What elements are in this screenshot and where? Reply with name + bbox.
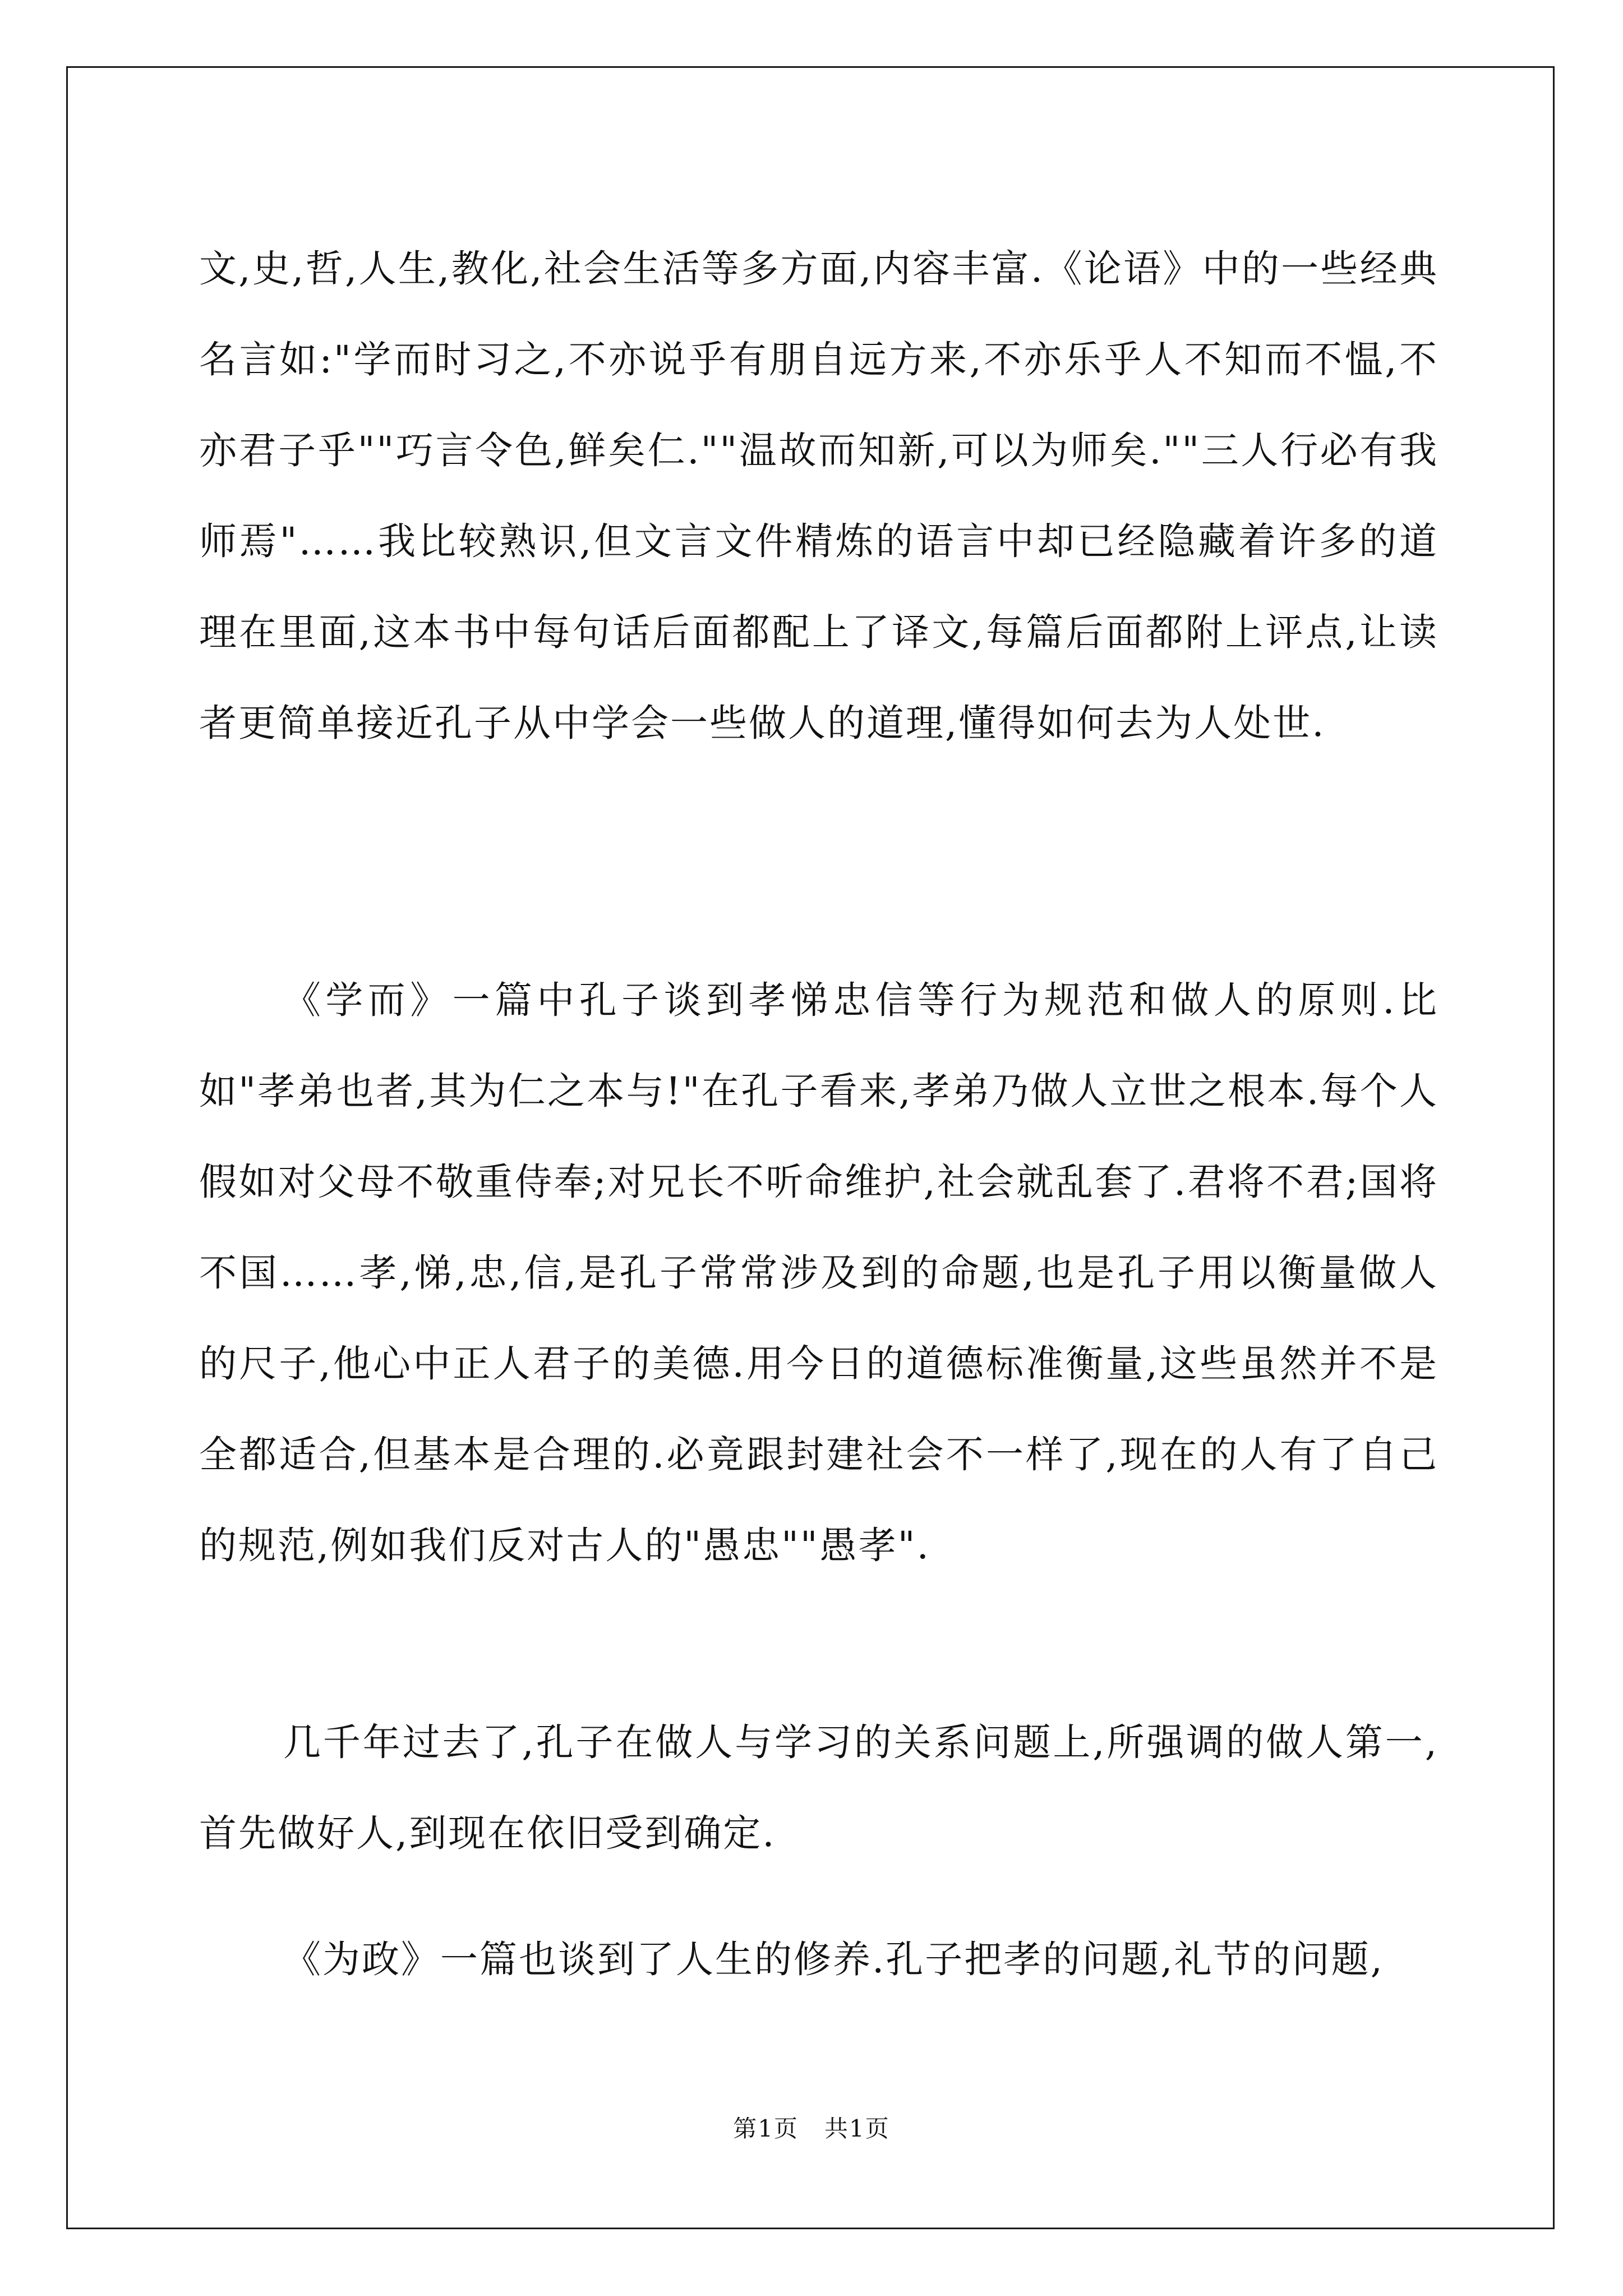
- page-footer: [0, 2112, 1623, 2146]
- paragraph-3: [199, 1697, 1438, 1879]
- paragraph-3-text: 几千年过去了,孔子在做人与学习的关系问题上,所强调的做人第一,首先做好人,到现在依旧受到确定.: [199, 1720, 1438, 1855]
- paragraph-4-text: 《为政》一篇也谈到了人生的修养.孔子把孝的问题,礼节的问题,: [283, 1938, 1384, 1981]
- paragraph-2: [199, 955, 1438, 1591]
- paragraph-1-text: 文,史,哲,人生,教化,社会生活等多方面,内容丰富.《论语》中的一些经典名言如:"学而时习之,不亦说乎有朋自远方来,不亦乐乎人不知而不愠,不亦君子乎""巧言令色,鲜矣仁.""温故而知新,可以为师矣.""三人行必有我师焉"……我比较熟识,但文言文件精炼的语言中却已经隐藏着许多的道理在里面,这本书中每句话后面都配上了译文,每篇后面都附上评点,让读者更简单接近孔子从中学会一些做人的道理,懂得如何去为人处世.: [199, 247, 1438, 745]
- paragraph-2-text: 《学而》一篇中孔子谈到孝悌忠信等行为规范和做人的原则.比如"孝弟也者,其为仁之本与!"在孔子看来,孝弟乃做人立世之根本.每个人假如对父母不敬重侍奉;对兄长不听命维护,社会就乱套了.君将不君;国将不国……孝,悌,忠,信,是孔子常常涉及到的命题,也是孔子用以衡量做人的尺子,他心中正人君子的美德.用今日的道德标准衡量,这些虽然并不是全都适合,但基本是合理的.必竟跟封建社会不一样了,现在的人有了自己的规范,例如我们反对古人的"愚忠""愚孝".: [199, 978, 1438, 1567]
- paragraph-1: [199, 223, 1438, 769]
- paragraph-4: [199, 1914, 1438, 2005]
- page-number-text: 第1页 共1页: [733, 2115, 890, 2142]
